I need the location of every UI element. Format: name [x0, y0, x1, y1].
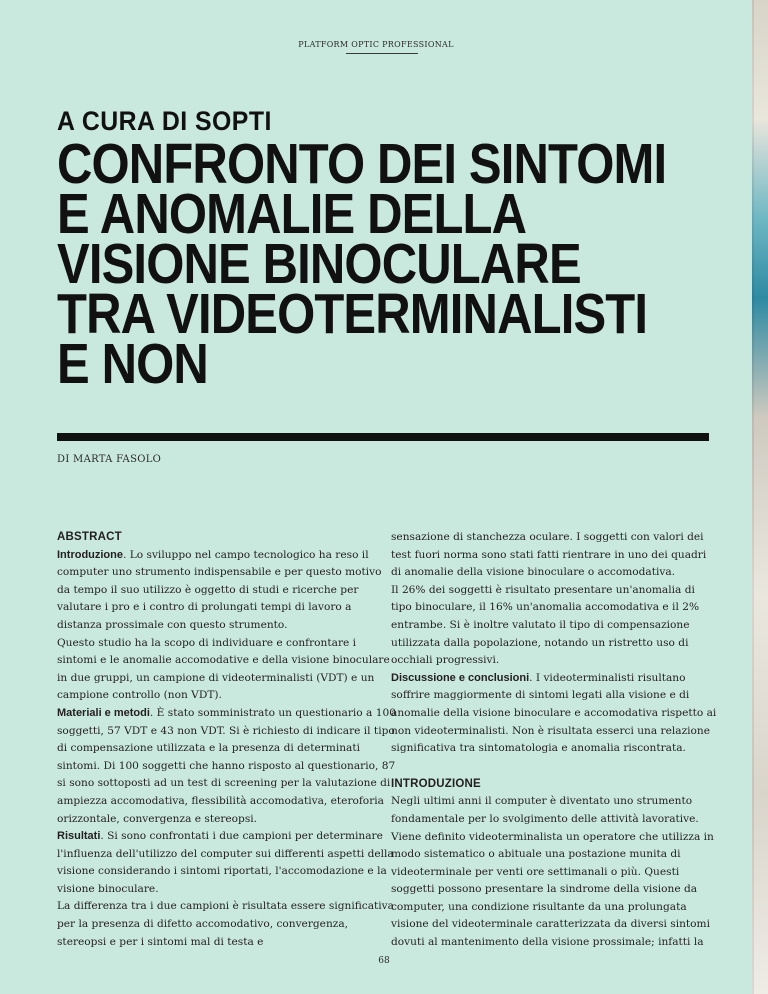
abstract-methods-paragraph — [57, 705, 397, 828]
headline-rule — [57, 433, 709, 441]
discussion-label: Discussione e conclusioni — [391, 671, 530, 684]
headline-line: VISIONE BINOCULARE — [57, 232, 581, 296]
introduzione-heading: INTRODUZIONE — [391, 777, 481, 790]
headline-line: CONFRONTO DEI SINTOMI — [57, 132, 667, 196]
headline-line: E NON — [57, 332, 208, 396]
methods-text: . È stato somministrato un questionario a 100 soggetti, 57 VDT e 43 non VDT. Si è richiesto di indicare il tipo di compensazione utilizzata e la presenza di determinati sintomi. Di 100 soggetti che hanno risposto al questionario, 87 si sono sottoposti ad un test di screening per la valutazione di ampiezza accomodativa, flessibilità accomodativa, eteroforia orizzontale, convergenza e stereopsi. — [57, 706, 396, 825]
discussion-text: . I videoterminalisti risultano soffrire maggiormente di sintomi legati alla visione e di anomalie della visione binoculare e accomodativa rispetto ai non videoterminalisti. Non è risultata esserci una relazione significativa tra sintomatologia e anomalia riscontrata. — [391, 671, 717, 755]
left-column — [57, 529, 397, 951]
edge-photo-strip — [752, 0, 768, 994]
abstract-heading: ABSTRACT — [57, 531, 122, 543]
byline: DI MARTA FASOLO — [57, 454, 162, 465]
intro-label: Introduzione — [57, 548, 123, 561]
headline-line: TRA VIDEOTERMINALISTI — [57, 282, 648, 346]
page-number: 68 — [378, 956, 390, 966]
running-head-rule — [346, 53, 418, 54]
kicker: A CURA DI SOPTI — [57, 106, 272, 136]
methods-label: Materiali e metodi — [57, 706, 150, 719]
abstract-intro-paragraph — [57, 547, 397, 635]
abstract-results-paragraph-2: La differenza tra i due campioni è risultata essere significativa per la presenza di difetto accomodativo, convergenza, stereopsi e per i sintomi mal di testa e — [57, 900, 394, 948]
abstract-discussion-paragraph — [391, 670, 717, 758]
headline-line: E ANOMALIE DELLA — [57, 182, 527, 246]
section-spacer — [391, 758, 717, 776]
results-text: . Si sono confrontati i due campioni per determinare l'influenza dell'utilizzo del computer sui differenti aspetti della visione considerando i sintomi riportati, l'accomodazione e la visione binoculare. — [57, 830, 394, 895]
running-head: PLATFORM OPTIC PROFESSIONAL — [298, 40, 454, 49]
right-column — [391, 529, 717, 952]
results-label: Risultati — [57, 830, 101, 843]
abstract-aim-paragraph: Questo studio ha la scopo di individuare e confrontare i sintomi e le anomalie accomodative e della visione binoculare in due gruppi, un campione di videoterminalisti (VDT) e un campione controllo (non VDT). — [57, 636, 390, 702]
abstract-results-paragraph — [57, 828, 397, 898]
intro-text: . Lo sviluppo nel campo tecnologico ha reso il computer uno strumento indispensabile e per questo motivo da tempo il suo utilizzo è oggetto di studi e ricerche per valutare i pro e i contro di prolungati tempi di lavoro a distanza prossimale con questo strumento. — [57, 548, 382, 631]
abstract-percentages-paragraph: Il 26% dei soggetti è risultato presentare un'anomalia di tipo binoculare, il 16% un'anomalia accomodativa e il 2% entrambe. Si è inoltre valutato il tipo di compensazione utilizzata dalla popolazione, notando un ristretto uso di occhiali progressivi. — [391, 583, 700, 667]
abstract-results-continued: sensazione di stanchezza oculare. I soggetti con valori dei test fuori norma sono stati fatti rientrare in uno dei quadri di anomalie della visione binoculare o accomodativa. — [391, 531, 707, 579]
introduzione-paragraph: Negli ultimi anni il computer è diventato uno strumento fondamentale per lo svolgimento delle attività lavorative. Viene definito videoterminalista un operatore che utilizza in modo sistematico o abituale una postazione munita di videoterminale per venti ore settimanali o più. Questi soggetti possono presentare la sindrome della visione da computer, una condizione risultante da una prolungata visione del videoterminale caratterizzata da diversi sintomi dovuti al mantenimento della visione prossimale; infatti la — [391, 795, 714, 949]
article-headline — [57, 132, 676, 396]
